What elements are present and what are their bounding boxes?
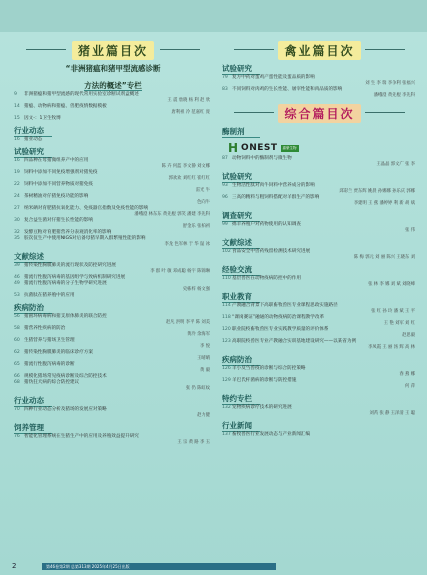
toc-entry-title: 高职院校兽医专业产教融合实训基地建设研究——以某省为例: [232, 339, 357, 344]
toc-page-number: 70: [14, 407, 20, 412]
toc-entry: [14, 137, 212, 143]
toc-entry-authors: 王晴晴: [197, 356, 210, 361]
section-title: 行业新闻: [222, 421, 260, 432]
toc-entry-title: 纳米硒对育肥猪抗氧化能力、免疫器官指数及免疫性能的影响: [24, 206, 149, 211]
right-top-sections: [222, 64, 417, 99]
toc-entry: [222, 75, 417, 81]
toc-entry-title: 复合益生菌对仔猪生长性能的影响: [24, 218, 93, 223]
right-banner-poultry: [222, 40, 417, 60]
feature-list: [14, 92, 212, 122]
toc-entry-title: 饲料中添加不同免疫增强剂对猪免疫: [24, 170, 98, 175]
feature-headline-line1: “非洲猪瘟和猪甲型流感诊断: [65, 64, 161, 73]
page-number: 2: [12, 562, 17, 570]
toc-entry-title: 四品种在母猪微组养产中的应用: [24, 158, 89, 163]
toc-page-number: 58: [14, 326, 20, 331]
section-title: 试验研究: [222, 64, 260, 75]
right-banner-general: [222, 103, 417, 123]
banner-rule-left: [234, 49, 274, 50]
toc-entry-authors: 刘 生 李 瑞 李争利 张福兴: [365, 81, 415, 86]
toc-entry-title: 猪业动态: [24, 137, 43, 142]
toc-entry-title: 饲料中添加不同营养物质对猪免疫: [24, 182, 93, 187]
toc-entry-authors: 唐利祖 冷 范嘉红 庞: [171, 110, 210, 115]
toc-page-number: 66: [14, 374, 20, 379]
toc-entry: [14, 116, 212, 122]
left-banner-title: 猪业篇目次: [72, 41, 154, 60]
section-title: 文献综述: [14, 252, 52, 263]
toc-entry-title: 产教融合背景下高职畜牧兽医专业课程思政实施路径: [232, 303, 338, 308]
toc-page-number: 76: [14, 434, 20, 439]
toc-entry: [222, 339, 417, 345]
toc-entry-authors: 舒金乐 张柏初: [182, 224, 210, 229]
toc-page-number: 46: [14, 275, 20, 280]
toc-page-number: 114: [222, 303, 231, 308]
toc-entry-title: 不同饲料对肉鸡的生长性能、屠宰性能和肉品质的影响: [232, 87, 343, 92]
toc-entry-title: 畜牧兽医行业发展动态与产业新闻汇编: [232, 432, 311, 437]
toc-entry-authors: 王晶晶 郭文广 张 李: [376, 162, 415, 167]
toc-entry-authors: 何 萍: [405, 384, 415, 389]
toc-page-number: 83: [222, 87, 228, 92]
feature-headline: [14, 64, 212, 92]
toc-page-number: 137: [222, 432, 231, 437]
toc-entry-title: 猪圆环病毒病和猪支原体肺炎的联合防控: [24, 314, 107, 319]
toc-entry: [14, 326, 212, 332]
toc-page-number: 16: [14, 137, 20, 142]
toc-entry-title: 生猪营养与猪场卫生管理: [24, 338, 75, 343]
banner-rule-right: [365, 49, 405, 50]
toc-entry-authors: 春 燕 娜: [399, 372, 415, 377]
toc-entry: [222, 222, 417, 228]
toc-entry-title: 因文-：1卫生牧博: [24, 116, 61, 121]
toc-entry-title: 非洲猪瘟和猪甲型流感的现代常用实验室诊断试剂盒概述: [24, 92, 139, 97]
toc-entry: [222, 156, 417, 162]
logo-tag: 嘉豪生物: [282, 145, 297, 150]
toc-entry: [14, 407, 212, 413]
toc-entry-authors: 色向牛: [197, 200, 210, 205]
toc-page-number: 15: [14, 116, 20, 121]
toc-entry-authors: 王 艳 刘军 刘 红: [383, 321, 415, 326]
toc-entry-title: 茶树精油对仔猪免疫功能的影响: [24, 194, 89, 199]
toc-page-number: 62: [14, 350, 20, 355]
toc-entry-authors: 陈 梅 郭元 刘 丽 陈兴 王晓东 刘: [353, 255, 415, 260]
toc-entry-title: 抗菌肽在猪养殖中的应用: [24, 293, 75, 298]
toc-entry: [14, 206, 212, 212]
toc-page-number: 49: [14, 281, 20, 286]
enzyme-section-title: 酶制剂: [222, 127, 260, 138]
issue-footer: 第46卷第2期 总第313期 2025年4月25日出版: [42, 563, 276, 570]
toc-entry: [222, 432, 417, 438]
toc-entry-title: 猪伪狂犬病的综合防控建议: [24, 380, 80, 385]
toc-page-number: 16: [14, 158, 20, 163]
toc-entry-title: 三高的精料与粗饲料搭配对羊群生产的影响: [232, 195, 320, 200]
top-band: [0, 0, 427, 32]
toc-page-number: 9: [14, 92, 17, 97]
toc-entry: [222, 366, 417, 372]
toc-page-number: 132: [222, 405, 231, 410]
left-column: [14, 40, 212, 446]
right-banner-poultry-title: 禽业篇目次: [278, 41, 360, 60]
toc-page-number: 129: [222, 378, 231, 383]
toc-entry-title: 猪流行性腹泻病毒的诊断: [24, 362, 75, 367]
toc-entry: [14, 350, 212, 356]
right-banner-general-title: 综合篇目次: [278, 104, 360, 123]
toc-entry-title: 生物活性肽对肉牛饲料中营养成分的影响: [232, 183, 315, 188]
toc-page-number: 120: [222, 327, 231, 332]
toc-entry: [222, 249, 417, 255]
toc-page-number: 65: [14, 362, 20, 367]
toc-entry-authors: 李 悦: [200, 344, 210, 349]
toc-entry-authors: 张 红 孙 玲 潘 斌 王 平: [371, 309, 415, 314]
toc-page-number: 110: [222, 276, 231, 281]
toc-page-number: 22: [14, 182, 20, 187]
toc-entry: [222, 315, 417, 321]
toc-entry-authors: 张 仍 陈虹纹: [185, 386, 210, 391]
toc-entry-title: 猪传染性胸膜肺炎的临床诊疗方案: [24, 350, 93, 355]
toc-page-number: 87: [222, 156, 228, 161]
toc-entry-authors: 赵凡 洪明 李平 陈 刘美: [165, 320, 210, 325]
toc-entry: [14, 293, 212, 299]
toc-entry-title: 四种行业动态分析及猪场的发展应对策略: [24, 407, 107, 412]
toc-entry-title: 羊小反刍兽疫的诊断与综合防控策略: [232, 366, 306, 371]
toc-entry-authors: 李建明 王 燕 潘婷婷 利 新 胡 斌: [353, 201, 415, 206]
toc-entry-title: 智能化管理系统在生猪生产中的应用及养殖效益提升研究: [24, 434, 139, 439]
section-title: 行业动态: [14, 126, 52, 137]
toc-entry: [14, 338, 212, 344]
banner-rule-right: [365, 112, 405, 113]
toc-entry: [14, 92, 212, 98]
toc-page-number: 35: [14, 236, 20, 241]
section-title: 调查研究: [222, 211, 260, 222]
toc-page-number: 123: [222, 339, 231, 344]
toc-entry-authors: 李 群 叶 敏 邓成聪 杨宇 陈锦琳: [150, 269, 210, 274]
honest-logo: [228, 141, 417, 155]
toc-entry: [14, 281, 212, 287]
logo-text: ONEST: [241, 143, 278, 153]
toc-page-number: 126: [222, 366, 231, 371]
toc-entry-title: “课岗赛证”融通的动物疫病防治课程教学改革: [232, 315, 325, 320]
toc-entry-title: 规模化猪场常见疫病诊断及综合防控技术: [24, 374, 107, 379]
toc-entry-title: 职业院校畜牧兽医专业实践教学质量的评价体系: [232, 327, 329, 332]
toc-entry-authors: 王 震 詹晓 杨 利 赵 欣: [167, 98, 210, 103]
toc-entry-authors: 赵力健: [197, 413, 210, 418]
toc-entry: [222, 327, 417, 333]
left-sections: [14, 126, 212, 446]
toc-entry-title: 胶次仪生产中使用NIGS对后备母猪早期入群繁殖性能的影响: [24, 236, 146, 241]
toc-entry-title: 羊巴氏杆菌病的诊断与防控措施: [232, 378, 297, 383]
toc-entry-title: 猪营养性疾病的防治: [24, 326, 66, 331]
toc-entry: [14, 218, 212, 224]
toc-entry-authors: 邱彩兰 贾东辉 姚晨 孙娜娜 孙乐庆 郭娜: [339, 189, 415, 194]
toc-entry-authors: 陈 卉 何蓝 李文静 刘文娜: [161, 164, 210, 169]
toc-page-number: 56: [14, 314, 20, 319]
toc-page-number: 96: [222, 195, 228, 200]
toc-page-number: 32: [14, 230, 20, 235]
section-title: 试验研究: [14, 147, 52, 158]
logo-h: H: [228, 141, 239, 155]
toc-entry-authors: 雷光 牛: [195, 188, 210, 193]
toc-entry-title: 复方中药对蛋鸡产蛋性能及蛋品质的影响: [232, 75, 315, 80]
toc-page-number: 68: [14, 380, 20, 385]
section-title: 试验研究: [222, 172, 260, 183]
toc-entry-title: 宠物疾病诊疗技术的研究进展: [232, 405, 292, 410]
toc-entry: [222, 183, 417, 189]
toc-page-number: 118: [222, 315, 231, 320]
toc-entry-authors: 史栋梓 杨文强: [182, 287, 210, 292]
toc-entry: [14, 182, 212, 188]
toc-entry: [222, 303, 417, 309]
section-title: 疾病防治: [14, 303, 52, 314]
toc-entry-title: 猪流行性腹泻病毒的分子生物学研究进展: [24, 281, 107, 286]
right-sections: [222, 172, 417, 438]
toc-entry-authors: 李凤霞 王 丽 汤 辉 高 林: [368, 345, 415, 350]
toc-entry: [14, 314, 212, 320]
left-banner: [14, 40, 212, 60]
toc-entry-authors: 黄冷 余海军: [187, 332, 210, 337]
enzyme-list: [222, 156, 417, 168]
toc-entry-authors: 潘峨澄 黄先棍 李先科: [373, 93, 415, 98]
toc-entry-title: 猪传染性胸膜肺炎的流行现状及防控研究进展: [24, 263, 116, 268]
toc-entry: [14, 236, 212, 242]
toc-entry-title: 绵羊养殖户对药物使用的认知调查: [232, 222, 301, 227]
toc-entry-authors: 李龙 色军林 于 华 鼠 冰: [164, 242, 210, 247]
toc-page-number: 27: [14, 206, 20, 211]
toc-entry: [14, 104, 212, 110]
toc-entry-title: 发酵豆粕对育肥猪营养分表观消化率的影响: [24, 230, 112, 235]
section-title: 文献综述: [222, 238, 260, 249]
toc-entry-title: 基层兽医在动物疫病防控中的作用: [232, 276, 301, 281]
toc-entry-authors: 潘峨澄 林东东 黄先棍 郭笑 潘建 李先科: [134, 212, 210, 217]
toc-entry: [14, 434, 212, 440]
toc-entry-authors: 赵思毅: [402, 333, 415, 338]
toc-entry: [14, 158, 212, 164]
toc-page-number: 19: [14, 170, 20, 175]
toc-entry-title: 猪流行性腹泻病毒的基因组学与致病机制研究进展: [24, 275, 126, 280]
toc-page-number: 60: [14, 338, 20, 343]
toc-entry: [222, 87, 417, 93]
toc-page-number: 102: [222, 249, 231, 254]
toc-entry-authors: 张 伟: [405, 228, 415, 233]
section-title: 职业教育: [222, 292, 260, 303]
banner-rule-left: [26, 49, 66, 50]
right-column: [222, 40, 417, 438]
toc-page-number: 39: [14, 263, 20, 268]
toc-entry-title: 动物饲料中的酶制剂与微生物: [232, 156, 292, 161]
toc-entry-title: 猪瘟、动物病和猪瘟、兽肥疫情数据模板: [24, 104, 107, 109]
toc-entry: [14, 170, 212, 176]
toc-page-number: 53: [14, 293, 20, 298]
section-title: 饲养管理: [14, 423, 52, 434]
toc-entry-authors: 郭欢欢 刘红红 崔红红: [168, 176, 210, 181]
feature-headline-line2: 方法的概述”专栏: [84, 81, 142, 90]
toc-entry-authors: 张 林 李 娜 刘 斌 刘晓峰: [368, 282, 415, 287]
toc-page-number: 99: [222, 222, 228, 227]
toc-entry: [14, 263, 212, 269]
toc-page-number: 93: [222, 183, 228, 188]
toc-page-number: 24: [14, 194, 20, 199]
toc-page-number: 79: [222, 75, 228, 80]
banner-rule-right: [160, 49, 200, 50]
toc-entry: [222, 276, 417, 282]
section-title: 疾病防治: [222, 355, 260, 366]
toc-entry-authors: 黄 毅: [200, 368, 210, 373]
toc-entry-authors: 王 宗 黄 路 李 玉: [177, 440, 210, 445]
toc-page-number: 14: [14, 104, 20, 109]
section-title: 行业动态: [14, 396, 52, 407]
toc-entry: [222, 405, 417, 411]
section-title: 特约专栏: [222, 394, 260, 405]
toc-entry: [14, 194, 212, 200]
toc-entry-title: 食品安全中兽药残留检测技术研究进展: [232, 249, 311, 254]
toc-page-number: 30: [14, 218, 20, 223]
section-title: 经验交流: [222, 265, 260, 276]
toc-entry: [14, 362, 212, 368]
toc-entry: [222, 195, 417, 201]
toc-entry: [14, 380, 212, 386]
banner-rule-left: [234, 112, 274, 113]
toc-entry-authors: 刘芮 张 静 王泽清 王 聪: [369, 411, 415, 416]
toc-entry: [222, 378, 417, 384]
